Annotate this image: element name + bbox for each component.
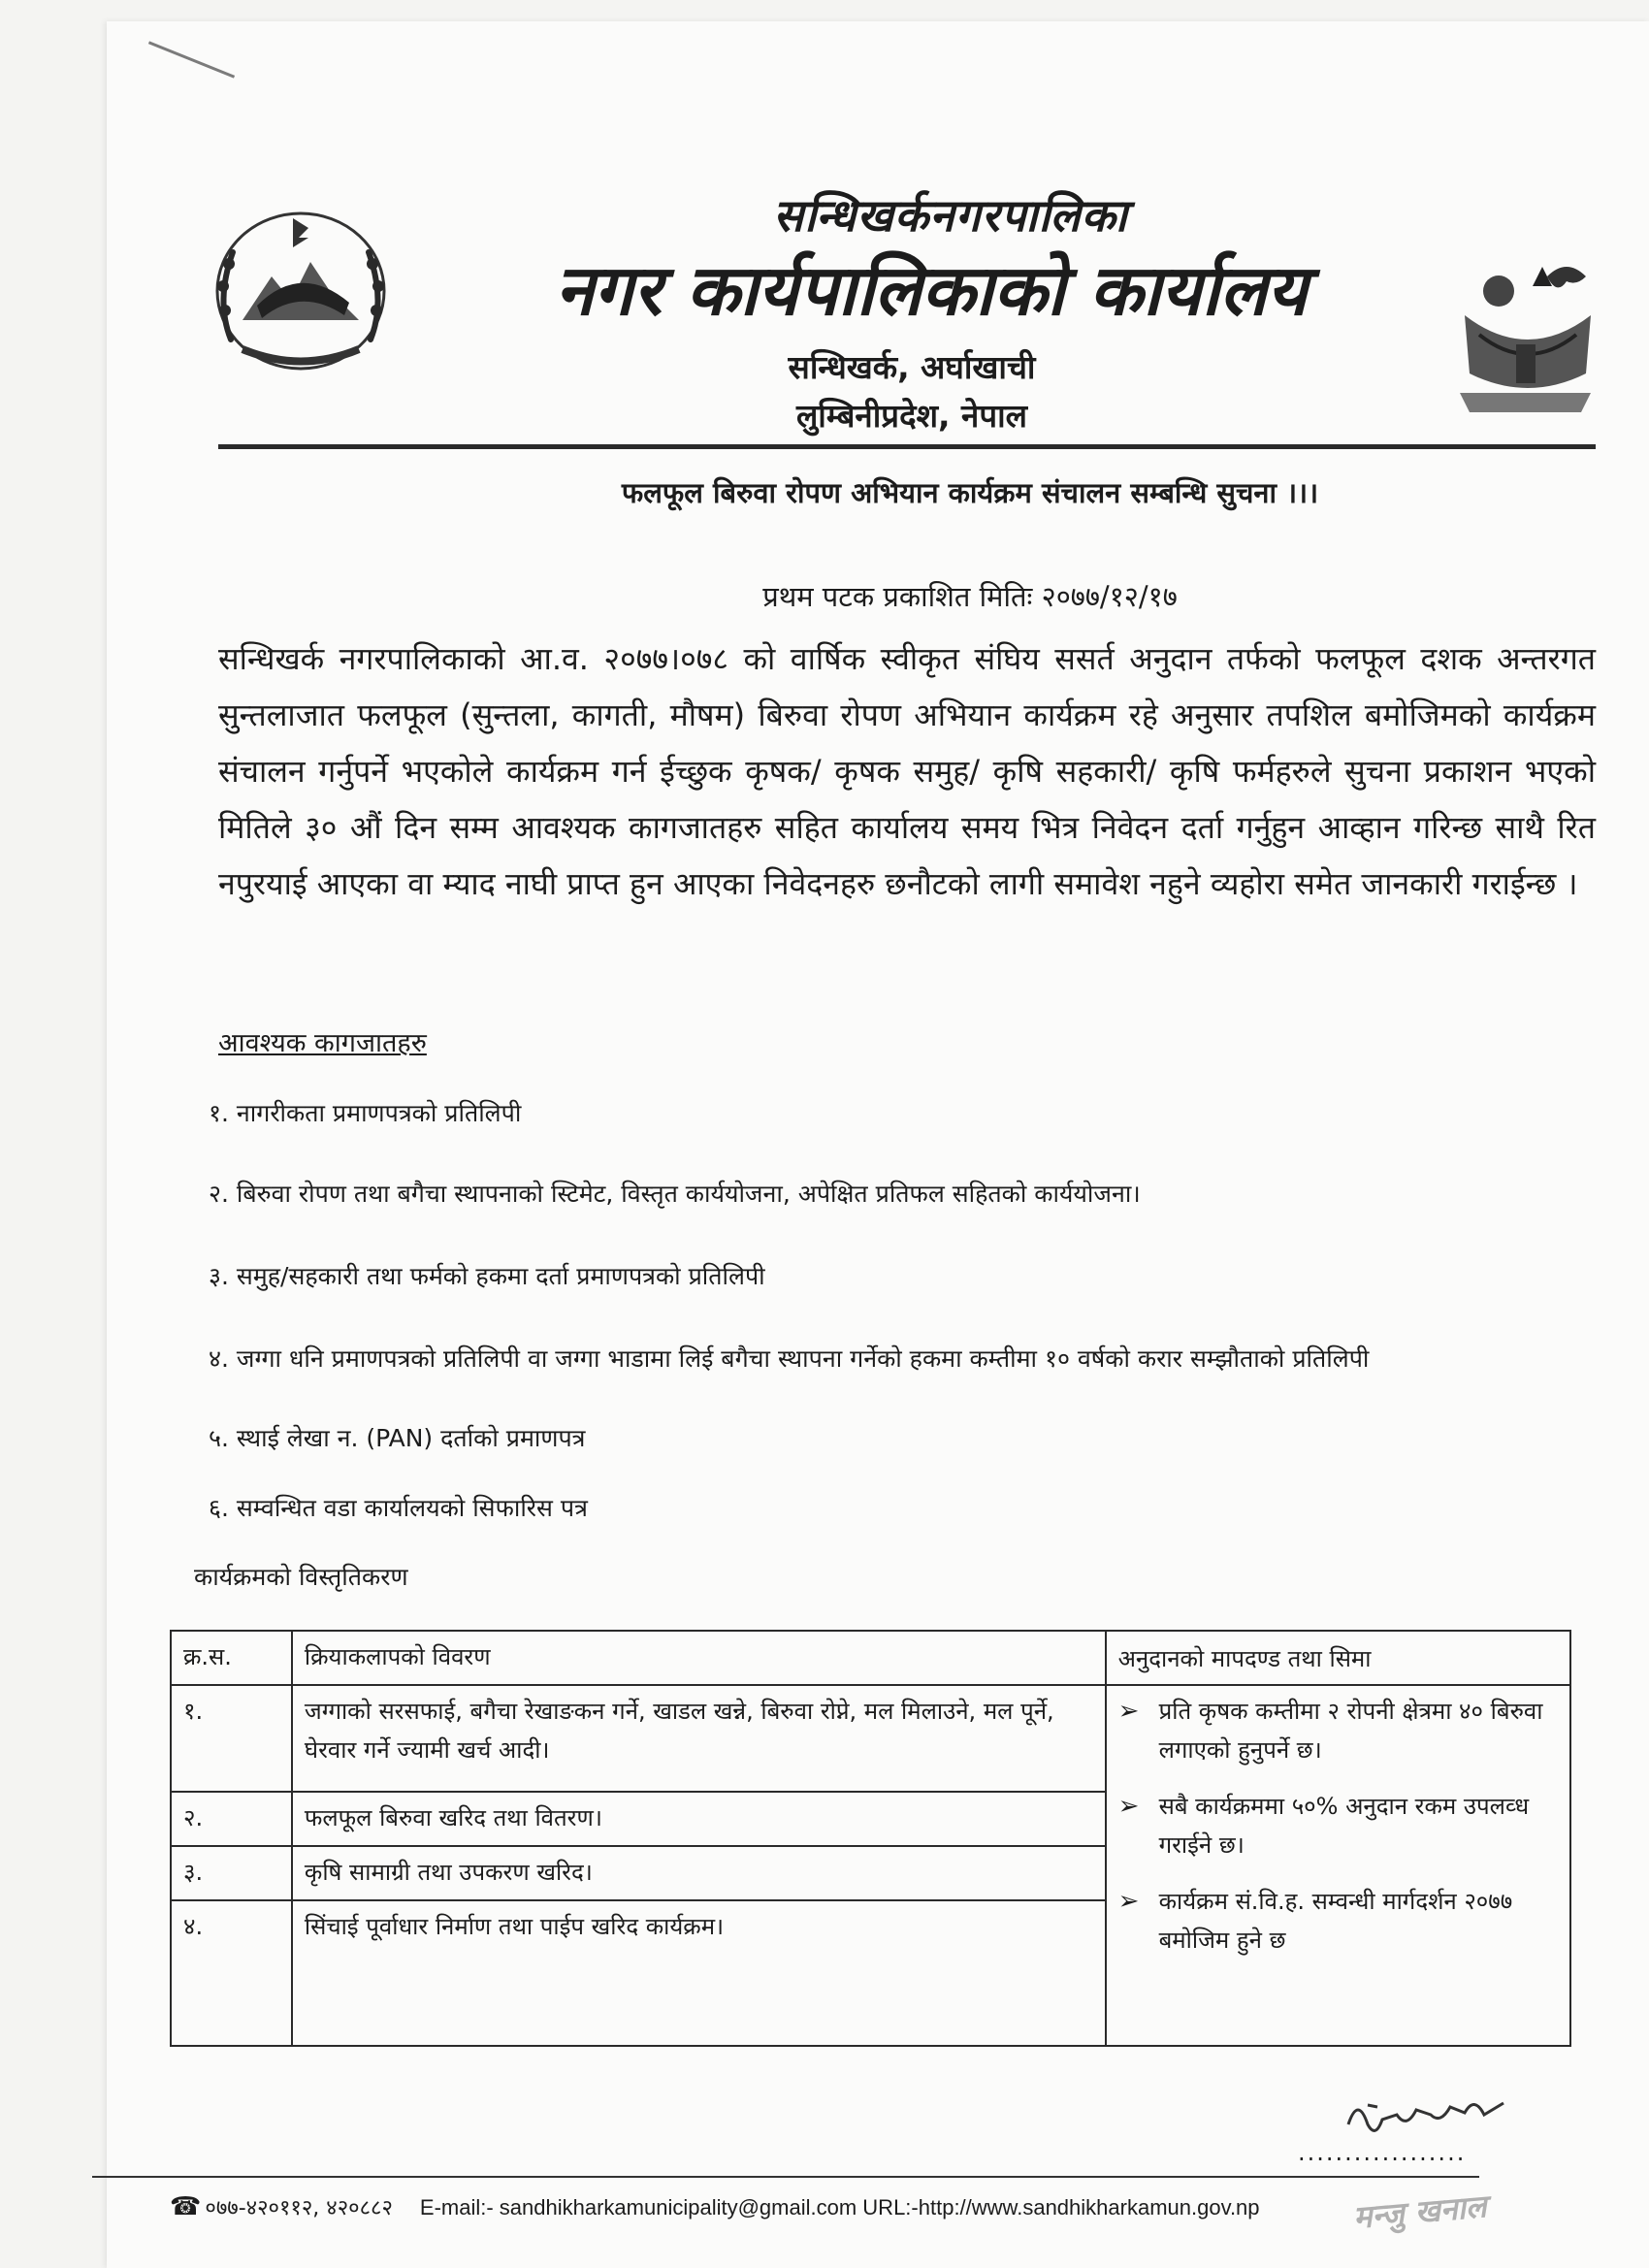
footer-email-url: E-mail:- sandhikharkamunicipality@gmail.com URL:-http://www.sandhikharkamun.gov.np	[419, 2195, 1260, 2219]
document-item: ५. स्थाई लेखा न. (PAN) दर्ताको प्रमाणपत्र	[209, 1424, 586, 1452]
criteria-item: ➢ सबै कार्यक्रममा ५०% अनुदान रकम उपलव्ध गराईने छ।	[1118, 1787, 1558, 1864]
row-sn: १.	[171, 1685, 292, 1792]
signature-line: ..................	[1298, 2139, 1467, 2166]
document-item: ३. समुह/सहकारी तथा फर्मको हकमा दर्ता प्रमाणपत्रको प्रतिलिपी	[209, 1262, 765, 1290]
header-activity: क्रियाकलापको विवरण	[292, 1631, 1106, 1685]
document-item: ६. सम्वन्धित वडा कार्यालयको सिफारिस पत्र	[209, 1494, 588, 1522]
office-title: नगर कार्यपालिकाको कार्यालय	[555, 249, 1308, 331]
table-row	[171, 1685, 1570, 1792]
row-sn: ३.	[171, 1846, 292, 1900]
row-sn: ४.	[171, 1900, 292, 2046]
activities-table	[170, 1630, 1571, 2047]
signatory-stamp: मन्जु खनाल	[1351, 2187, 1488, 2236]
document-item: २. बिरुवा रोपण तथा बगैचा स्थापनाको स्टिमेट, विस्तृत कार्ययोजना, अपेक्षित प्रतिफल सहितको कार्ययोजना।	[209, 1180, 1141, 1208]
notice-subject: फलफूल बिरुवा रोपण अभियान कार्यक्रम संचालन सम्बन्धि सुचना ।।।	[621, 476, 1319, 509]
arrow-bullet-icon: ➢	[1117, 1792, 1140, 1821]
header-criteria: अनुदानको मापदण्ड तथा सिमा	[1106, 1631, 1570, 1685]
phone-icon: ☎	[170, 2192, 202, 2221]
footer	[170, 2192, 1260, 2221]
criteria-item: ➢ कार्यक्रम सं.वि.ह. सम्वन्धी मार्गदर्शन २०७७ बमोजिम हुने छ	[1118, 1882, 1558, 1960]
office-address: सन्धिखर्क, अर्घाखाची	[788, 348, 1036, 386]
document-item: ४. जग्गा धनि प्रमाणपत्रको प्रतिलिपी वा जग्गा भाडामा लिई बगैचा स्थापना गर्नेको हकमा कम्तीमा १० वर्षको करार सम्झौताको प्रतिलिपी	[209, 1345, 1370, 1373]
footer-phone: ०७७-४२०११२, ४२०८८२	[205, 2196, 393, 2220]
documents-heading: आवश्यक कागजातहरु	[218, 1028, 427, 1058]
table-header-row	[171, 1631, 1570, 1685]
row-activity: कृषि सामाग्री तथा उपकरण खरिद।	[292, 1846, 1106, 1900]
notice-body: सन्धिखर्क नगरपालिकाको आ.व. २०७७।०७८ को वार्षिक स्वीकृत संघिय ससर्त अनुदान तर्फको फलफूल दशक अन्तरगत सुन्तलाजात फलफूल (सुन्तला, कागती, मौषम) बिरुवा रोपण अभियान कार्यक्रम रहे अनुसार तपशिल बमोजिमको कार्यक्रम संचालन गर्नुपर्ने भएकोले कार्यक्रम गर्न ईच्छुक कृषक/ कृषक समुह/ कृषि सहकारी/ कृषि फर्महरुले सुचना प्रकाशन भएको मितिले ३० औं दिन सम्म आवश्यक कागजातहरु सहित कार्यालय समय भित्र निवेदन दर्ता गर्नुहुन आव्हान गरिन्छ साथै रित नपुरयाई आएका वा म्याद नाघी प्राप्त हुन आएका निवेदनहरु छनौटको लागी समावेश नहुने व्यहोरा समेत जानकारी गराईन्छ ।	[218, 640, 1596, 902]
row-sn: २.	[171, 1792, 292, 1846]
municipality-name: सन्धिखर्कनगरपालिका	[773, 189, 1128, 242]
table-title: कार्यक्रमको विस्तृतिकरण	[194, 1563, 408, 1591]
municipality-logo-icon	[1440, 247, 1610, 427]
criteria-item: ➢ प्रति कृषक कम्तीमा २ रोपनी क्षेत्रमा ४० बिरुवा लगाएको हुनुपर्ने छ।	[1118, 1692, 1558, 1769]
footer-divider	[92, 2176, 1479, 2178]
criteria-cell	[1106, 1685, 1570, 2046]
row-activity: जग्गाको सरसफाई, बगैचा रेखाङकन गर्ने, खाडल खन्ने, बिरुवा रोप्ने, मल मिलाउने, मल पूर्ने, घेरवार गर्ने ज्यामी खर्च आदी।	[292, 1685, 1106, 1792]
header-divider	[218, 444, 1596, 449]
row-activity: सिंचाई पूर्वाधार निर्माण तथा पाईप खरिद कार्यक्रम।	[292, 1900, 1106, 2046]
document-item: १. नागरीकता प्रमाणपत्रको प्रतिलिपी	[209, 1099, 522, 1127]
row-activity: फलफूल बिरुवा खरिद तथा वितरण।	[292, 1792, 1106, 1846]
publication-date: प्रथम पटक प्रकाशित मितिः २०७७/१२/१७	[762, 580, 1178, 613]
arrow-bullet-icon: ➢	[1117, 1887, 1140, 1916]
header-sn: क्र.स.	[171, 1631, 292, 1685]
office-province: लुम्बिनीप्रदेश, नेपाल	[795, 397, 1028, 435]
nepal-emblem-icon	[204, 194, 398, 378]
arrow-bullet-icon: ➢	[1117, 1697, 1140, 1726]
